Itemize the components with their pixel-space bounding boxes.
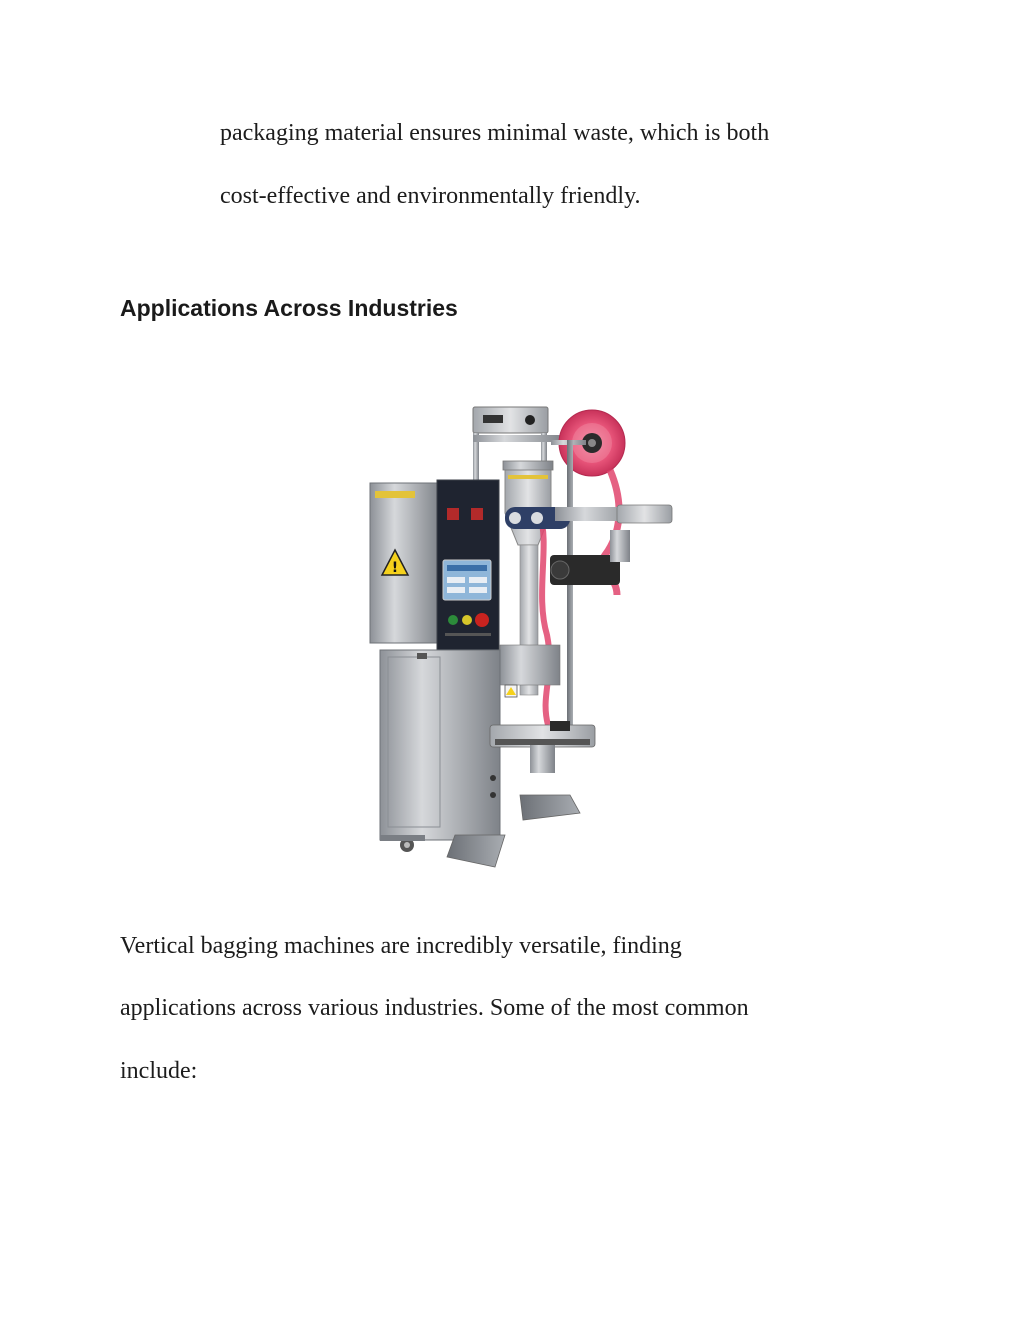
intro-line-2: cost-effective and environmentally friendly. <box>220 183 641 209</box>
section-heading: Applications Across Industries <box>120 295 458 321</box>
intro-line-1: packaging material ensures minimal waste, which is both <box>220 120 770 146</box>
body-line-3: include: <box>120 1058 198 1084</box>
machine-image <box>355 395 685 875</box>
svg-text:!: ! <box>391 560 399 576</box>
body-line-1: Vertical bagging machines are incredibly versatile, finding <box>120 933 682 959</box>
body-line-2: applications across various industries. Some of the most common <box>120 995 749 1021</box>
